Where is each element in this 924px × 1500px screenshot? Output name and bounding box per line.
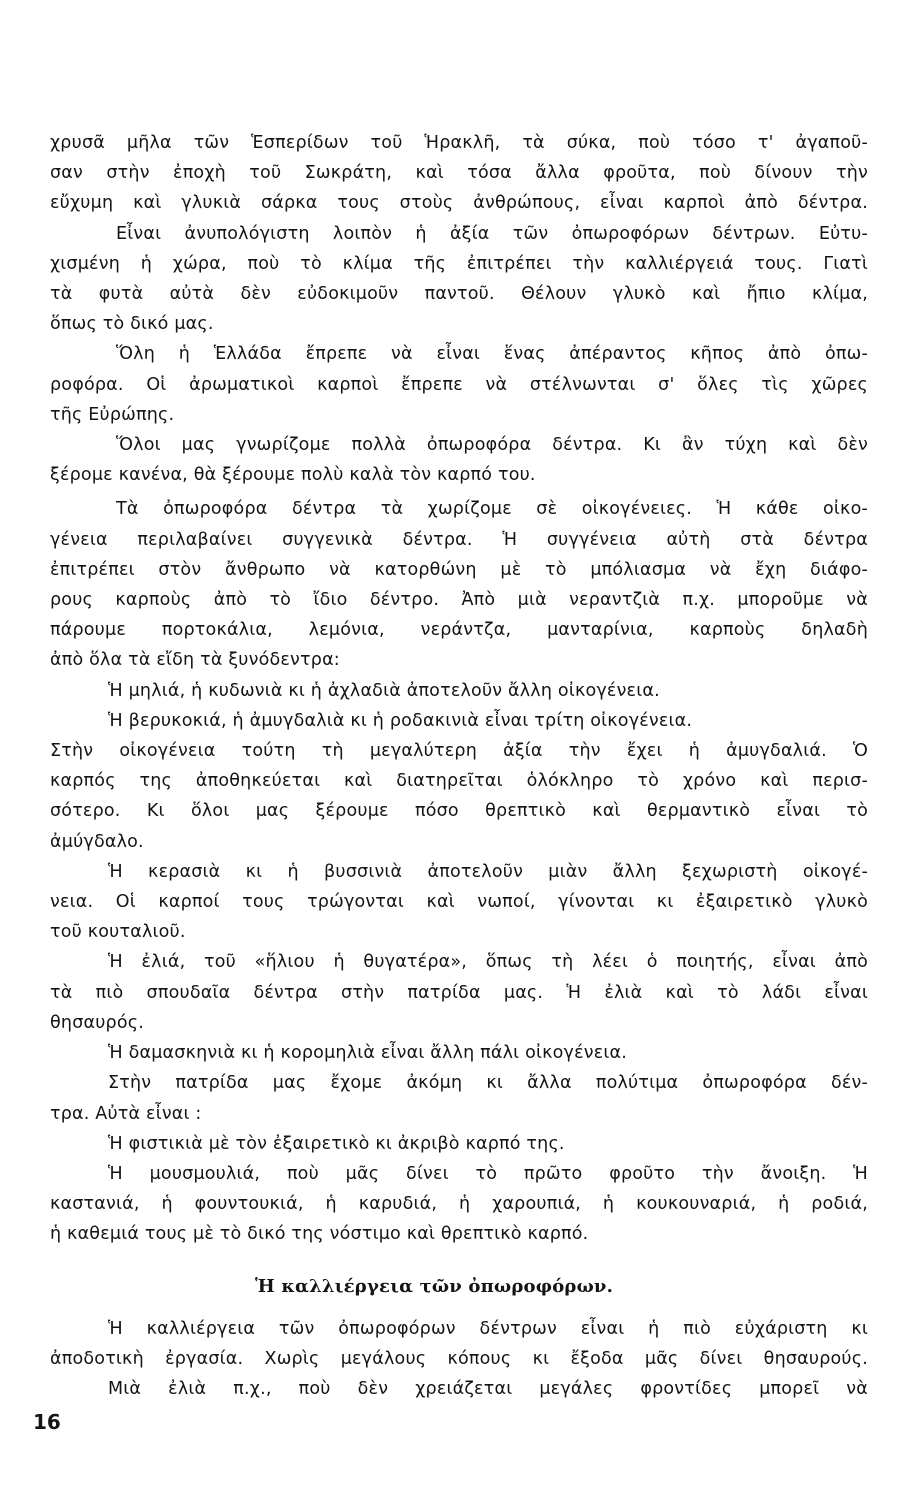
text-line: ἀποδοτικὴ ἐργασία. Χωρὶς μεγάλους κόπους κι ἔξοδα μᾶς δίνει θησαυρούς. [50, 1348, 868, 1369]
text-line: Ἡ βερυκοκιά, ἡ ἀμυγδαλιὰ κι ἡ ροδακινιὰ εἶναι τρίτη οἰκογένεια. [108, 710, 693, 731]
text-line: καρπός της ἀποθηκεύεται καὶ διατηρεῖται ὁλόκληρο τὸ χρόνο καὶ περισ- [50, 771, 868, 792]
text-line: εὔχυμη καὶ γλυκιὰ σάρκα τους στοὺς ἀνθρώπους, εἶναι καρποὶ ἀπὸ δέντρα. [50, 193, 868, 214]
text-line: Ἡ κερασιὰ κι ἡ βυσσινιὰ ἀποτελοῦν μιὰν ἄλλη ξεχωριστὴ οἰκογέ- [108, 861, 868, 882]
text-line: χισμένη ἡ χώρα, ποὺ τὸ κλίμα τῆς ἐπιτρέπει τὴν καλλιέργειά τους. Γιατὶ [50, 253, 868, 274]
section-heading: Ἡ καλλιέργεια τῶν ὀπωροφόρων. [255, 1275, 614, 1297]
text-line: γένεια περιλαβαίνει συγγενικὰ δέντρα. Ἡ συγγένεια αὐτὴ στὰ δέντρα [50, 529, 868, 550]
text-line: Στὴν πατρίδα μας ἔχομε ἀκόμη κι ἄλλα πολύτιμα ὀπωροφόρα δέν- [108, 1073, 868, 1094]
text-line: ὅπως τὸ δικό μας. [50, 314, 214, 335]
text-line: Μιὰ ἐλιὰ π.χ., ποὺ δὲν χρειάζεται μεγάλες φροντίδες μπορεῖ νὰ [108, 1379, 868, 1400]
text-line: ἐπιτρέπει στὸν ἄνθρωπο νὰ κατορθώνη μὲ τὸ μπόλιασμα νὰ ἔχη διάφο- [50, 559, 868, 580]
text-line: τῆς Εὐρώπης. [50, 404, 175, 425]
text-line: ἡ καθεμιά τους μὲ τὸ δικό της νόστιμο καὶ θρεπτικὸ καρπό. [50, 1224, 589, 1245]
text-line: σότερο. Κι ὅλοι μας ξέρουμε πόσο θρεπτικὸ καὶ θερμαντικὸ εἶναι τὸ [50, 801, 868, 822]
text-line: Τὰ ὀπωροφόρα δέντρα τὰ χωρίζομε σὲ οἰκογένειες. Ἡ κάθε οἰκο- [116, 499, 868, 520]
text-line: θησαυρός. [50, 1012, 144, 1033]
text-line: Ὅλοι μας γνωρίζομε πολλὰ ὀπωροφόρα δέντρα. Κι ἂν τύχη καὶ δὲν [116, 435, 868, 456]
text-line: Ἡ μηλιά, ἡ κυδωνιὰ κι ἡ ἀχλαδιὰ ἀποτελοῦν ἄλλη οἰκογένεια. [108, 680, 660, 701]
text-line: χρυσᾶ μῆλα τῶν Ἑσπερίδων τοῦ Ἡρακλῆ, τὰ σύκα, ποὺ τόσο τ' ἀγαποῦ- [50, 133, 868, 153]
body-text [50, 128, 868, 1404]
text-line: ἀπὸ ὅλα τὰ εἴδη τὰ ξυνόδεντρα: [50, 650, 340, 671]
page-number: 16 [33, 1410, 61, 1434]
text-line: ροφόρα. Οἱ ἀρωματικοὶ καρποὶ ἔπρεπε νὰ στέλνωνται σ' ὅλες τὶς χῶρες [50, 374, 868, 395]
text-line: ρους καρποὺς ἀπὸ τὸ ἴδιο δέντρο. Ἀπὸ μιὰ νεραντζιὰ π.χ. μποροῦμε νὰ [50, 590, 868, 611]
text-line: τὰ πιὸ σπουδαῖα δέντρα στὴν πατρίδα μας. Ἡ ἐλιὰ καὶ τὸ λάδι εἶναι [50, 982, 868, 1003]
text-line: Ὅλη ἡ Ἑλλάδα ἔπρεπε νὰ εἶναι ἕνας ἀπέραντος κῆπος ἀπὸ ὀπω- [116, 344, 868, 365]
text-line: τὰ φυτὰ αὐτὰ δὲν εὐδοκιμοῦν παντοῦ. Θέλουν γλυκὸ καὶ ἤπιο κλίμα, [50, 284, 868, 305]
text-line: σαν στὴν ἐποχὴ τοῦ Σωκράτη, καὶ τόσα ἄλλα φροῦτα, ποὺ δίνουν τὴν [50, 163, 868, 184]
text-line: ἀμύγδαλο. [50, 831, 144, 852]
text-line: τρα. Αὐτὰ εἶναι : [50, 1103, 202, 1124]
text-line: καστανιά, ἡ φουντουκιά, ἡ καρυδιά, ἡ χαρουπιά, ἡ κουκουναριά, ἡ ροδιά, [50, 1194, 868, 1215]
text-line: τοῦ κουταλιοῦ. [50, 922, 186, 943]
text-line: Ἡ μουσμουλιά, ποὺ μᾶς δίνει τὸ πρῶτο φροῦτο τὴν ἄνοιξη. Ἡ [108, 1163, 868, 1184]
text-line: ξέρομε κανένα, θὰ ξέρουμε πολὺ καλὰ τὸν καρπό του. [50, 465, 536, 486]
text-line: πάρουμε πορτοκάλια, λεμόνια, νεράντζα, μανταρίνια, καρποὺς δηλαδὴ [50, 620, 868, 641]
text-line: Στὴν οἰκογένεια τούτη τὴ μεγαλύτερη ἀξία τὴν ἔχει ἡ ἀμυγδαλιά. Ὁ [50, 741, 868, 762]
text-line: Ἡ ἐλιά, τοῦ «ἥλιου ἡ θυγατέρα», ὅπως τὴ λέει ὁ ποιητής, εἶναι ἀπὸ [108, 952, 868, 973]
text-line: Ἡ δαμασκηνιὰ κι ἡ κορομηλιὰ εἶναι ἄλλη πάλι οἰκογένεια. [108, 1043, 627, 1064]
text-line: Ἡ καλλιέργεια τῶν ὀπωροφόρων δέντρων εἶναι ἡ πιὸ εὐχάριστη κι [108, 1318, 868, 1339]
text-line: νεια. Οἱ καρποί τους τρώγονται καὶ νωποί, γίνονται κι ἐξαιρετικὸ γλυκὸ [50, 892, 868, 913]
text-line: Εἶναι ἀνυπολόγιστη λοιπὸν ἡ ἀξία τῶν ὀπωροφόρων δέντρων. Εὐτυ- [116, 223, 868, 244]
text-line: Ἡ φιστικιὰ μὲ τὸν ἐξαιρετικὸ κι ἀκριβὸ καρπό της. [108, 1133, 565, 1154]
